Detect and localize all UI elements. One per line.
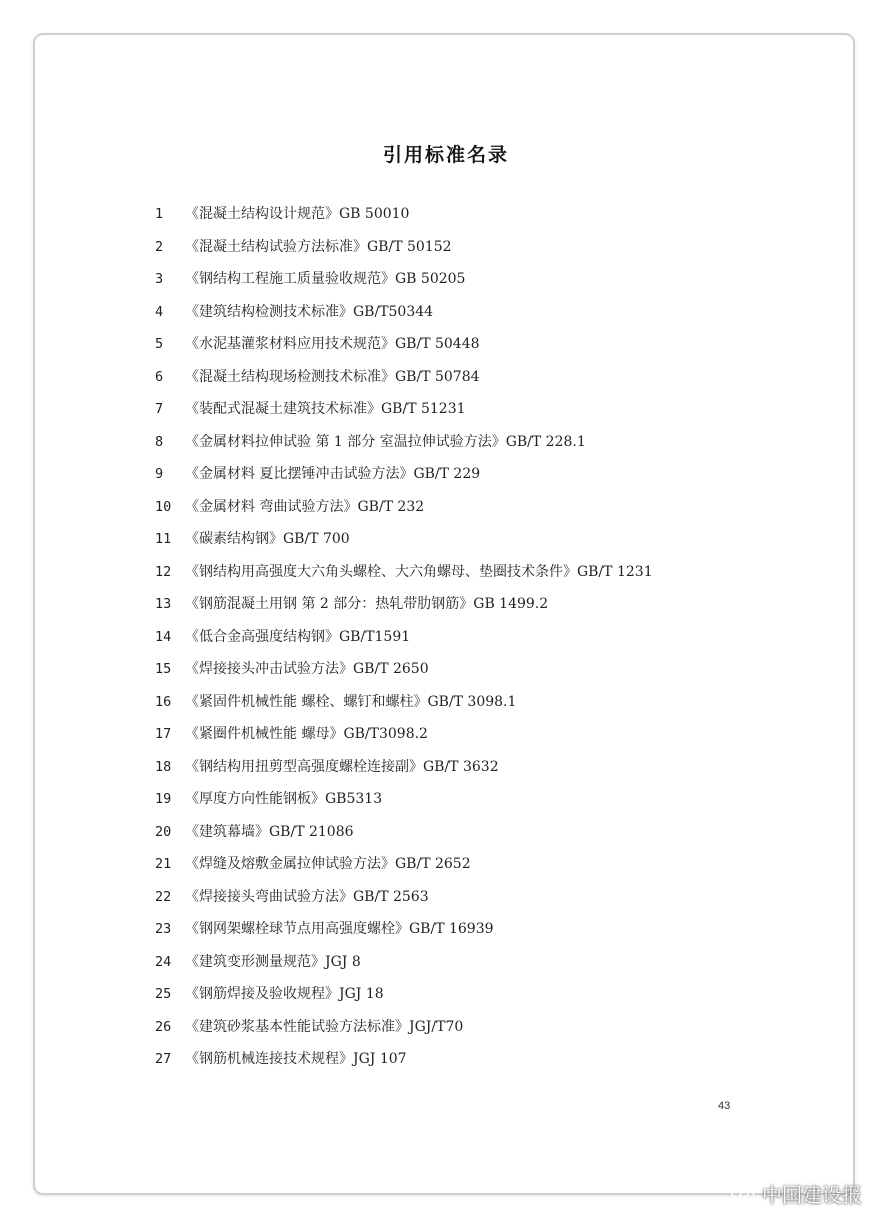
reference-number: 8 [155,433,164,450]
reference-number: 5 [155,336,164,352]
reference-item [155,848,795,881]
reference-text: 《金属材料 弯曲试验方法》GB/T 232 [185,498,425,515]
reference-item [155,751,795,784]
wechat-icon [730,1184,756,1204]
reference-text: 《混凝土结构现场检测技术标准》GB/T 50784 [185,368,480,385]
reference-text: 《低合金高强度结构钢》GB/T1591 [185,628,411,645]
reference-number: 10 [155,498,172,515]
reference-item [155,978,795,1011]
document-title: 引用标准名录 [382,144,509,166]
reference-number: 1 [155,206,164,222]
reference-number: 9 [155,466,164,482]
watermark [730,1179,862,1208]
reference-item [155,263,795,296]
reference-text: 《钢筋机械连接技术规程》JGJ 107 [185,1051,407,1067]
reference-number: 26 [155,1018,172,1035]
reference-text: 《钢筋混凝土用钢 第 2 部分：热轧带肋钢筋》GB 1499.2 [185,596,549,612]
reference-text: 《建筑幕墙》GB/T 21086 [185,823,354,840]
reference-item [155,686,795,719]
reference-list [155,198,795,1076]
reference-item [155,1011,795,1044]
reference-item [155,621,795,654]
reference-number: 22 [155,888,172,905]
reference-item [155,913,795,946]
reference-item [155,556,795,589]
reference-number: 25 [155,986,172,1002]
reference-number: 27 [155,1051,172,1067]
reference-number: 14 [155,628,172,645]
reference-item [155,783,795,816]
reference-text: 《建筑砂浆基本性能试验方法标准》JGJ/T70 [185,1018,464,1035]
reference-number: 15 [155,661,172,677]
reference-text: 《混凝土结构试验方法标准》GB/T 50152 [185,238,452,255]
reference-text: 《焊接接头冲击试验方法》GB/T 2650 [185,661,429,677]
reference-number: 19 [155,791,172,807]
reference-item [155,881,795,914]
reference-text: 《钢结构用高强度大六角头螺栓、大六角螺母、垫圈技术条件》GB/T 1231 [185,563,653,580]
reference-text: 《焊接接头弯曲试验方法》GB/T 2563 [185,888,429,905]
reference-text: 《钢网架螺栓球节点用高强度螺栓》GB/T 16939 [185,921,494,937]
reference-item [155,946,795,979]
reference-number: 20 [155,823,172,840]
reference-item [155,198,795,231]
reference-text: 《混凝土结构设计规范》GB 50010 [185,206,410,222]
reference-item [155,653,795,686]
reference-number: 16 [155,693,172,710]
reference-text: 《碳素结构钢》GB/T 700 [185,531,350,547]
reference-item [155,231,795,264]
reference-text: 《焊缝及熔敷金属拉伸试验方法》GB/T 2652 [185,856,471,872]
reference-item [155,361,795,394]
reference-item [155,523,795,556]
reference-number: 17 [155,726,172,742]
reference-item [155,1043,795,1076]
reference-text: 《厚度方向性能钢板》GB5313 [185,791,383,807]
reference-text: 《紧固件机械性能 螺栓、螺钉和螺柱》GB/T 3098.1 [185,693,517,710]
reference-text: 《建筑变形测量规范》JGJ 8 [185,953,361,970]
reference-number: 23 [155,921,172,937]
reference-item [155,426,795,459]
reference-number: 18 [155,758,172,775]
watermark-text: 中国建设报 [762,1183,862,1207]
reference-number: 21 [155,856,172,872]
reference-item [155,296,795,329]
reference-item [155,491,795,524]
reference-number: 12 [155,563,172,580]
reference-text: 《金属材料拉伸试验 第 1 部分 室温拉伸试验方法》GB/T 228.1 [185,433,586,450]
reference-number: 2 [155,238,164,255]
reference-text: 《钢结构用扭剪型高强度螺栓连接副》GB/T 3632 [185,758,499,775]
reference-text: 《钢结构工程施工质量验收规范》GB 50205 [185,271,466,287]
reference-text: 《钢筋焊接及验收规程》JGJ 18 [185,986,384,1002]
reference-number: 3 [155,271,164,287]
reference-item [155,816,795,849]
reference-number: 4 [155,303,164,320]
reference-number: 11 [155,531,172,547]
reference-number: 24 [155,953,172,970]
reference-item [155,718,795,751]
reference-text: 《紧圈件机械性能 螺母》GB/T3098.2 [185,726,428,742]
reference-number: 13 [155,596,172,612]
reference-item [155,588,795,621]
reference-text: 《水泥基灌浆材料应用技术规范》GB/T 50448 [185,336,480,352]
reference-item [155,328,795,361]
reference-text: 《装配式混凝土建筑技术标准》GB/T 51231 [185,401,466,417]
reference-text: 《金属材料 夏比摆锤冲击试验方法》GB/T 229 [185,466,481,482]
reference-item [155,393,795,426]
reference-number: 6 [155,368,164,385]
page-number: 43 [718,1100,731,1112]
reference-item [155,458,795,491]
reference-number: 7 [155,401,164,417]
reference-text: 《建筑结构检测技术标准》GB/T50344 [185,303,434,320]
